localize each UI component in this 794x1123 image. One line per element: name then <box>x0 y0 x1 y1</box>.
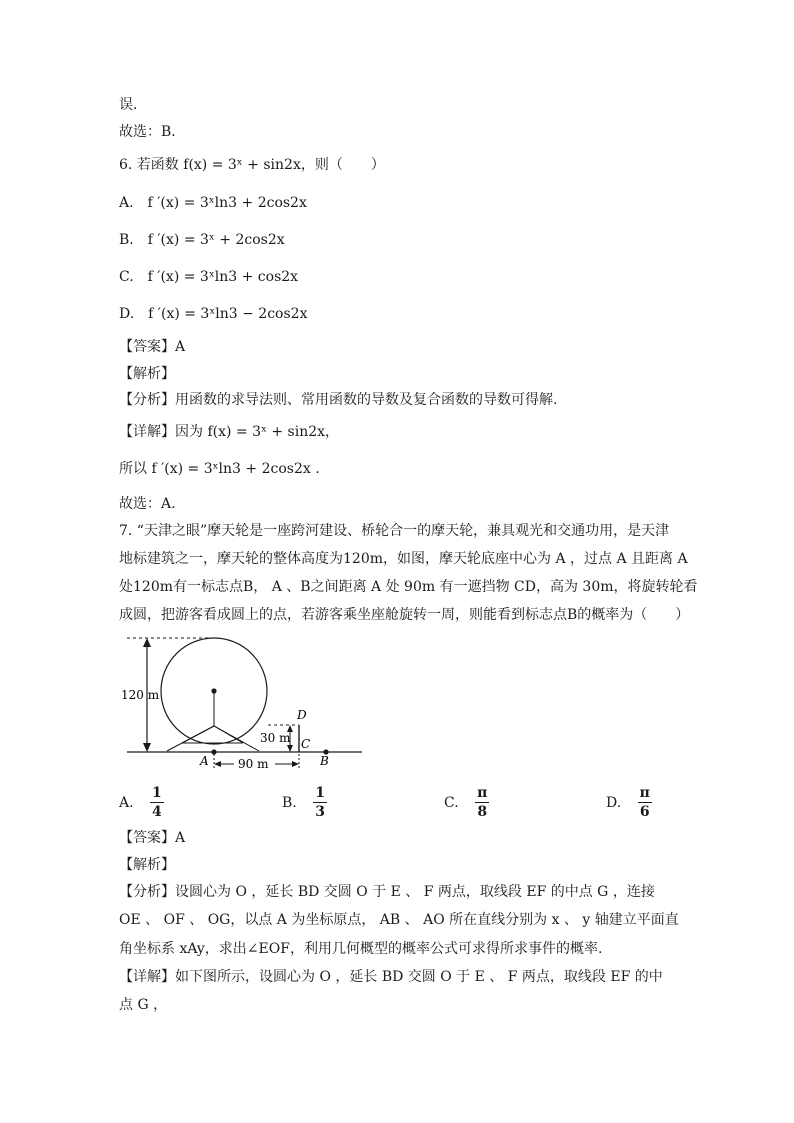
q6-analysis-heading: 【解析】 <box>119 366 175 382</box>
q7-option-a <box>119 785 164 821</box>
label-a: A <box>200 754 209 768</box>
q6-therefore: 所以 f ′(x) = 3ˣln3 + 2cos2x . <box>119 461 320 477</box>
option-label: C. <box>444 795 459 811</box>
option-fraction <box>638 785 652 821</box>
wheel-base-outer <box>167 726 259 751</box>
question-7-line: 地标建筑之一，摩天轮的整体高度为120m，如图，摩天轮底座中心为 A ，过点 A 且距离 A <box>119 551 688 567</box>
q7-analysis: 角坐标系 xAy，求出∠EOF，利用几何概型的概率公式可求得所求事件的概率. <box>119 941 603 957</box>
obstacle-label: 30 m <box>260 731 291 745</box>
q7-answer: 【答案】A <box>119 830 186 846</box>
q6-option-d: D. f ′(x) = 3ˣln3 − 2cos2x <box>119 306 308 322</box>
label-b: B <box>320 754 329 768</box>
option-fraction <box>313 785 327 821</box>
question-7-line: 处120m有一标志点B， A 、B之间距离 A 处 90m 有一遮挡物 CD，高为 30m，将旋转轮看 <box>119 579 698 595</box>
q7-detail: 点 G ， <box>119 997 168 1013</box>
fraction-denominator: 8 <box>477 804 488 820</box>
q6-option-c: C. f ′(x) = 3ˣln3 + cos2x <box>119 269 299 285</box>
label-d: D <box>297 708 307 722</box>
fraction-numerator: π <box>477 785 488 801</box>
distance-label: 90 m <box>238 757 269 771</box>
q7-analysis: 【分析】设圆心为 O ，延长 BD 交圆 O 于 E 、 F 两点，取线段 EF 的中点 G ，连接 <box>119 884 655 900</box>
q7-analysis-heading: 【解析】 <box>119 857 175 873</box>
fraction-denominator: 6 <box>639 804 650 820</box>
obstacle-arrowhead-bottom <box>287 745 293 752</box>
height-arrowhead-bottom <box>143 743 151 752</box>
fraction-numerator: 1 <box>152 785 162 801</box>
point-a-dot <box>211 749 216 754</box>
q7-option-c <box>444 785 489 821</box>
option-label: A. <box>119 795 134 811</box>
q6-analysis: 【分析】用函数的求导法则、常用函数的导数及复合函数的导数可得解. <box>119 392 558 408</box>
q6-answer: 【答案】A <box>119 339 186 355</box>
fraction-denominator: 4 <box>152 804 162 820</box>
distance-arrowhead-left <box>214 761 221 767</box>
option-fraction <box>475 785 489 821</box>
option-fraction <box>150 785 164 821</box>
fraction-denominator: 3 <box>315 804 325 820</box>
q6-option-b: B. f ′(x) = 3ˣ + 2cos2x <box>119 232 285 248</box>
option-label: D. <box>606 795 622 811</box>
q6-detail: 【详解】因为 f(x) = 3ˣ + sin2x， <box>119 424 340 440</box>
q7-option-d <box>606 785 652 821</box>
question-7-line: 成圆，把游客看成圆上的点，若游客乘坐座舱旋转一周，则能看到标志点B的概率为（ ） <box>119 607 690 623</box>
q7-option-b <box>282 785 327 821</box>
option-label: B. <box>282 795 297 811</box>
q6-option-a: A. f ′(x) = 3ˣln3 + 2cos2x <box>119 195 307 211</box>
fraction-numerator: 1 <box>315 785 325 801</box>
distance-arrowhead-right <box>292 761 299 767</box>
label-c: C <box>301 737 311 751</box>
question-6-stem: 6. 若函数 f(x) = 3ˣ + sin2x，则（ ） <box>119 157 385 173</box>
q7-analysis: OE 、 OF 、 OG，以点 A 为坐标原点， AB 、 AO 所在直线分别为 x 、 y 轴建立平面直 <box>119 912 679 928</box>
text-line: 故选：B． <box>119 124 186 140</box>
height-arrowhead-top <box>143 638 151 647</box>
ferris-wheel-figure <box>110 630 370 775</box>
text-line: 误． <box>119 97 147 113</box>
q6-choice: 故选：A. <box>119 496 176 512</box>
q7-detail: 【详解】如下图所示，设圆心为 O ，延长 BD 交圆 O 于 E 、 F 两点，取线段 EF 的中 <box>119 969 663 985</box>
question-7-line: 7. “天津之眼”摩天轮是一座跨河建设、桥轮合一的摩天轮，兼具观光和交通功用，是天津 <box>119 523 670 539</box>
fraction-numerator: π <box>639 785 650 801</box>
height-label: 120 m <box>121 688 160 702</box>
